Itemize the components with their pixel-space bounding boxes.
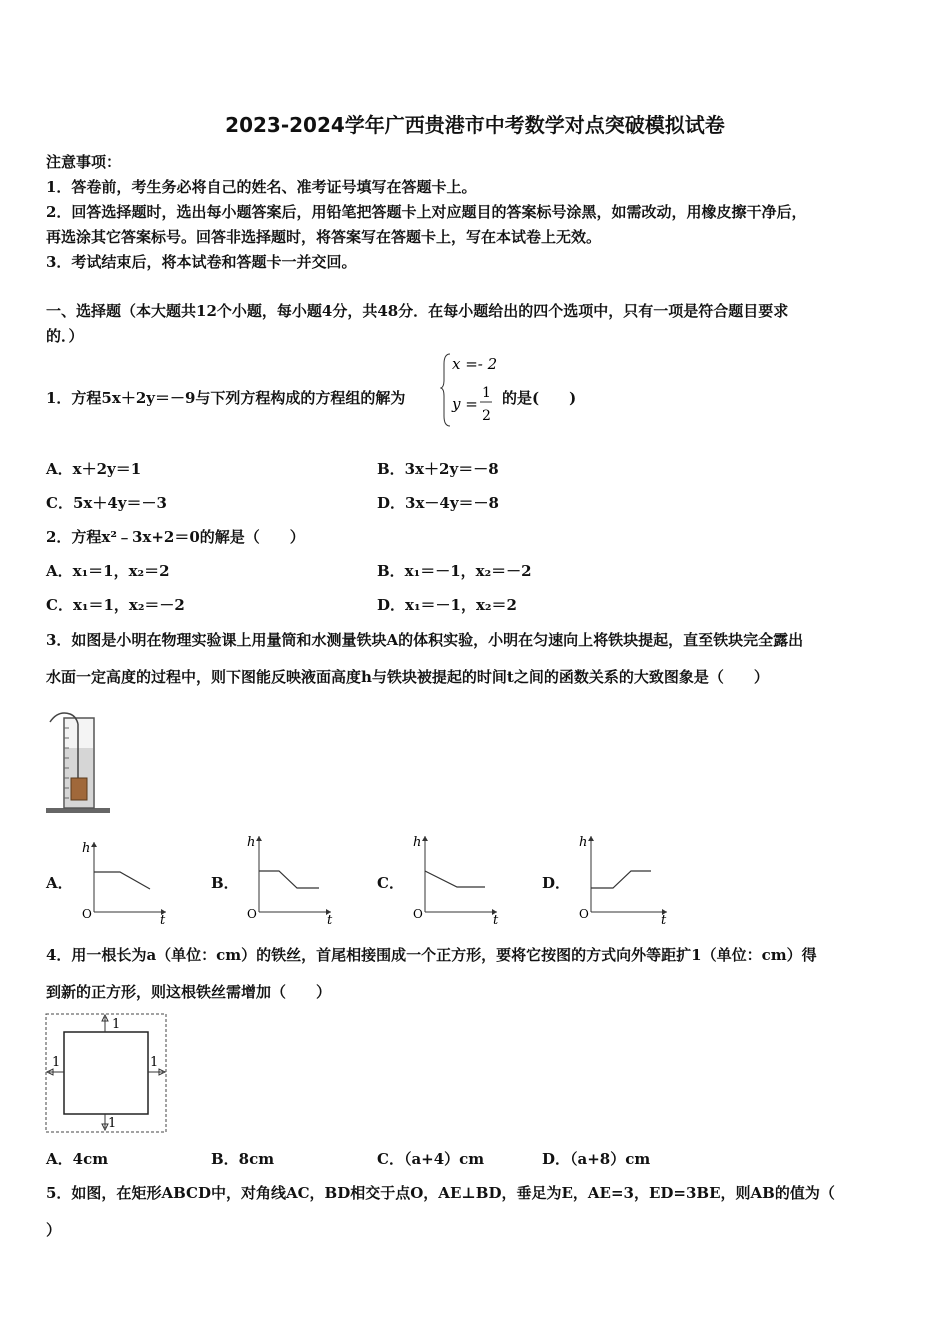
- q3-graph-c: [409, 826, 501, 926]
- q3b-origin: O: [247, 907, 257, 921]
- q3d-axis-t: t: [661, 913, 667, 926]
- q1-option-c[interactable]: C．5x＋4y＝－3: [46, 494, 167, 512]
- q1-stem: 1．方程5x＋2y＝－9与下列方程构成的方程组的解为: [46, 389, 406, 407]
- q4-option-a[interactable]: A．4cm: [46, 1150, 109, 1168]
- q3c-axis-h: h: [413, 835, 422, 850]
- q3d-axis-h: h: [579, 835, 588, 850]
- q4-option-b[interactable]: B．8cm: [211, 1150, 275, 1168]
- q4-option-c[interactable]: C．（a+4）cm: [377, 1150, 485, 1168]
- q2-option-c[interactable]: C．x₁＝1，x₂＝－2: [46, 596, 185, 614]
- q1-sys-y: y =: [452, 395, 478, 413]
- q3-stem-line1: 3．如图是小明在物理实验课上用量筒和水测量铁块A的体积实验，小明在匀速向上将铁块提起，直至铁块完全露出: [46, 631, 804, 649]
- q2-option-a[interactable]: A．x₁＝1，x₂＝2: [46, 562, 170, 580]
- q4-option-d[interactable]: D．（a+8）cm: [542, 1150, 651, 1168]
- notice-item-1: 1．答卷前，考生务必将自己的姓名、准考证号填写在答题卡上。: [46, 178, 477, 196]
- notice-item-3: 3．考试结束后，将本试卷和答题卡一并交回。: [46, 253, 357, 271]
- q2-stem: 2．方程x²﹣3x+2＝0的解是（ ）: [46, 528, 305, 546]
- notice-item-2: 2．回答选择题时，选出每小题答案后，用铅笔把答题卡上对应题目的答案标号涂黑，如需改动，用橡皮擦干净后，: [46, 203, 807, 221]
- q3d-origin: O: [579, 907, 589, 921]
- q3a-axis-t: t: [160, 913, 166, 926]
- section-heading: 一、选择题（本大题共12个小题，每小题4分，共48分．在每小题给出的四个选项中，只有一项是符合题目要求: [46, 302, 789, 320]
- notice-item-2-cont: 再选涂其它答案标号。回答非选择题时，将答案写在答题卡上，写在本试卷上无效。: [46, 228, 602, 246]
- section-heading-cont: 的．）: [46, 327, 84, 345]
- q1-frac-num: 1: [482, 385, 491, 401]
- q2-option-b[interactable]: B．x₁＝－1，x₂＝－2: [377, 562, 532, 580]
- q3-graph-b: [243, 826, 335, 926]
- q5-stem-line1: 5．如图，在矩形ABCD中，对角线AC，BD相交于点O，AE⊥BD，垂足为E，AE=3，ED=3BE，则AB的值为（: [46, 1184, 835, 1202]
- q3-graph-d: [575, 826, 671, 926]
- q3-option-a[interactable]: A．: [46, 874, 73, 892]
- q3-graph-a: [78, 832, 170, 926]
- q3-stem-line2: 水面一定高度的过程中，则下图能反映液面高度h与铁块被提起的时间t之间的函数关系的大致图象是（ ）: [46, 668, 769, 686]
- q2-option-d[interactable]: D．x₁＝－1，x₂＝2: [377, 596, 517, 614]
- square-expansion-figure: [44, 1012, 168, 1136]
- q1-option-d[interactable]: D．3x－4y＝－8: [377, 494, 499, 512]
- q1-frac-den: 2: [482, 408, 491, 424]
- q3a-origin: O: [82, 907, 92, 921]
- q3b-axis-t: t: [327, 913, 333, 926]
- q3-option-b[interactable]: B．: [211, 874, 239, 892]
- page-title: 2023-2024学年广西贵港市中考数学对点突破模拟试卷: [225, 113, 725, 137]
- q1-tail: 的是( ): [502, 389, 577, 407]
- q1-equation-system: [440, 350, 500, 430]
- cylinder-figure: [44, 708, 116, 816]
- q3a-axis-h: h: [82, 841, 91, 856]
- q4-stem-line1: 4．用一根长为a（单位：cm）的铁丝，首尾相接围成一个正方形，要将它按图的方式向外等距扩1（单位：cm）得: [46, 946, 817, 964]
- q3-option-c[interactable]: C．: [377, 874, 404, 892]
- q4-stem-line2: 到新的正方形，则这根铁丝需增加（ ）: [46, 983, 332, 1001]
- q1-sys-x: x =- 2: [452, 355, 498, 373]
- fig-label-bottom: 1: [108, 1116, 117, 1131]
- q3c-origin: O: [413, 907, 423, 921]
- q1-option-b[interactable]: B．3x＋2y＝－8: [377, 460, 499, 478]
- q3b-axis-h: h: [247, 835, 256, 850]
- fig-label-left: 1: [52, 1055, 61, 1070]
- q3-option-d[interactable]: D．: [542, 874, 571, 892]
- fig-label-top: 1: [112, 1017, 121, 1032]
- q5-stem-line2: ）: [46, 1221, 62, 1239]
- fig-label-right: 1: [150, 1055, 159, 1070]
- notice-heading: 注意事项：: [46, 153, 122, 171]
- q1-option-a[interactable]: A．x＋2y＝1: [46, 460, 142, 478]
- q3c-axis-t: t: [493, 913, 499, 926]
